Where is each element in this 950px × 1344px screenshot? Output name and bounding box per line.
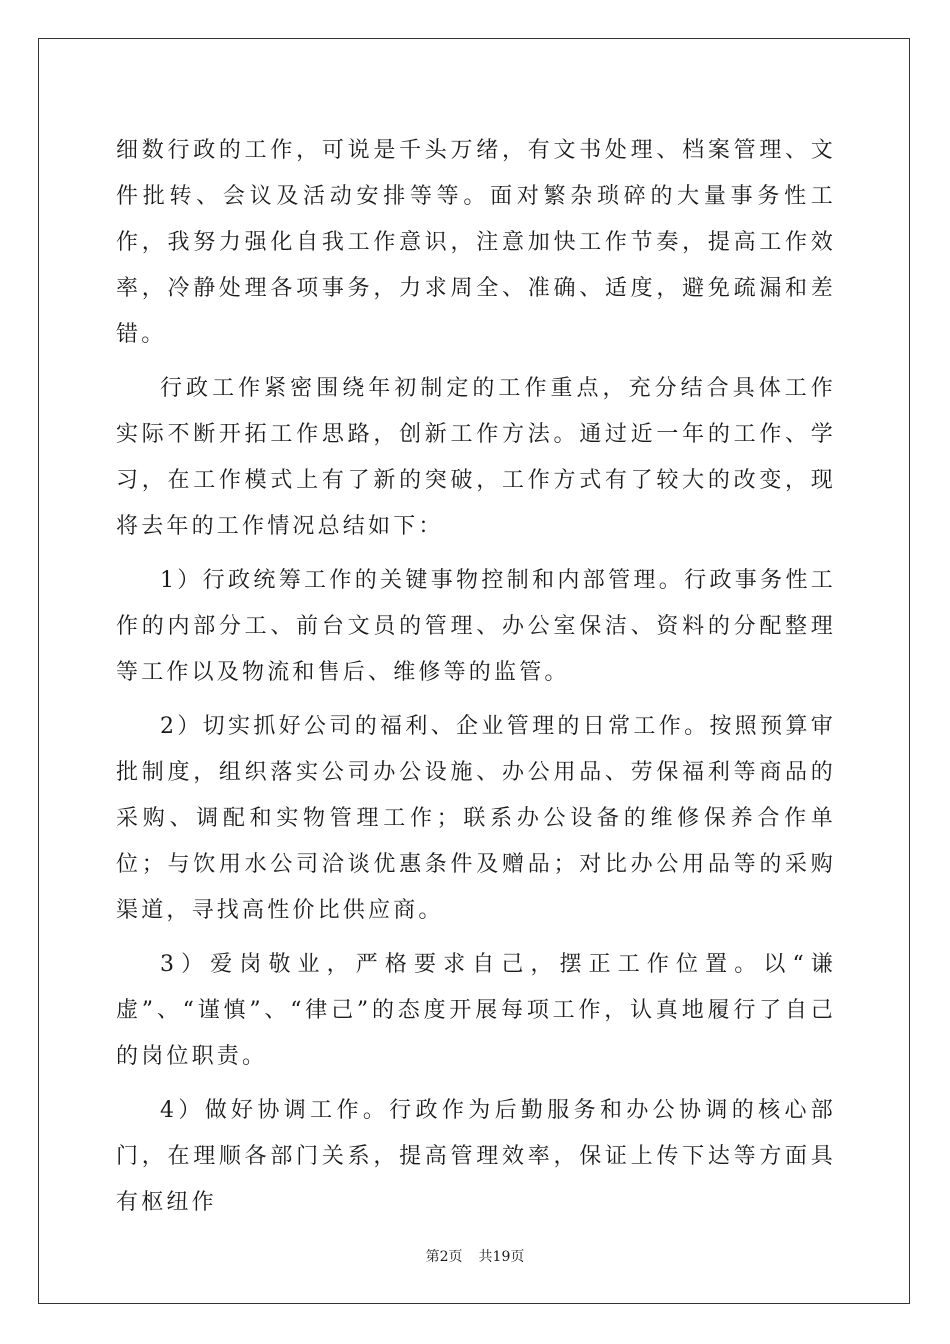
paragraph-3: 1）行政统筹工作的关键事物控制和内部管理。行政事务性工作的内部分工、前台文员的管理、办公室保洁、资料的分配整理等工作以及物流和售后、维修等的监管。 xyxy=(116,568,836,685)
paragraph-2: 行政工作紧密围绕年初制定的工作重点，充分结合具体工作实际不断开拓工作思路，创新工作方法。通过近一年的工作、学习，在工作模式上有了新的突破，工作方式有了较大的改变，现将去年的工作情况总结如下： xyxy=(116,376,836,539)
paragraph-5: 3）爱岗敬业，严格要求自己，摆正工作位置。以“谦虚”、“谨慎”、“律己”的态度开展每项工作，认真地履行了自己的岗位职责。 xyxy=(116,952,836,1069)
paragraph-1: 细数行政的工作，可说是千头万绪，有文书处理、档案管理、文件批转、会议及活动安排等等。面对繁杂琐碎的大量事务性工作，我努力强化自我工作意识，注意加快工作节奏，提高工作效率，冷静处理各项事务，力求周全、准确、适度，避免疏漏和差错。 xyxy=(116,138,836,347)
paragraph-4: 2）切实抓好公司的福利、企业管理的日常工作。按照预算审批制度，组织落实公司办公设施、办公用品、劳保福利等商品的采购、调配和实物管理工作；联系办公设备的维修保养合作单位；与饮用水公司洽谈优惠条件及赠品；对比办公用品等的采购渠道，寻找高性价比供应商。 xyxy=(116,714,836,923)
page-footer xyxy=(0,1246,950,1266)
page-number-total: 共19页 xyxy=(478,1249,525,1265)
paragraph-6: 4）做好协调工作。行政作为后勤服务和办公协调的核心部门，在理顺各部门关系，提高管理效率，保证上传下达等方面具有枢纽作 xyxy=(116,1098,836,1215)
document-body xyxy=(116,128,836,1234)
page-number-current: 第2页 xyxy=(425,1249,463,1265)
